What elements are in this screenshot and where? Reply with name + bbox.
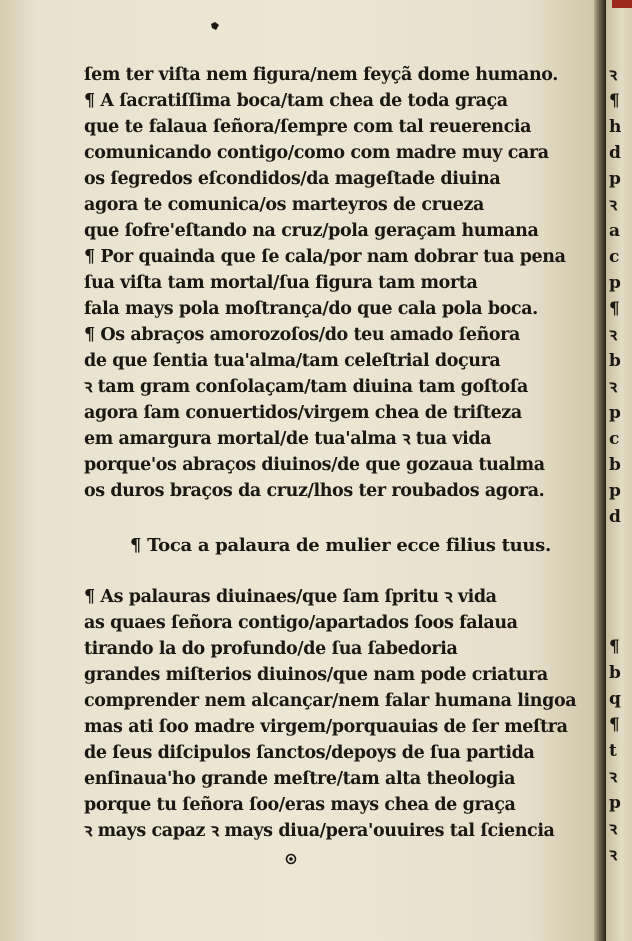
edge-fragment: a — [609, 221, 621, 241]
verse-line: agora ſam conuertidos/virgem chea de triſteza — [84, 403, 522, 423]
edge-fragment: ꝛ — [609, 767, 618, 787]
verse-line: agora te comunica/os marteyros de crueza — [84, 195, 484, 215]
verse-line: os duros braços da cruz/lhos ter roubados agora. — [84, 481, 545, 501]
verse-line: enſinaua'ho grande meſtre/tam alta theologia — [84, 769, 516, 789]
verse-line: ¶ A ſacratiſſima boca/tam chea de toda graça — [84, 91, 508, 111]
verse-line: ſem ter viſta nem figura/nem feyçã dome humano. — [84, 65, 558, 85]
verse-line: porque'os abraços diuinos/de que gozaua tualma — [84, 455, 545, 475]
edge-fragment: ꝛ — [609, 845, 618, 865]
edge-fragment: c — [609, 429, 620, 449]
verse-line: ¶ Por quainda que ſe cala/por nam dobrar tua pena — [84, 247, 566, 267]
verse-line: as quaes ſeñora contigo/apartados ſoos falaua — [84, 613, 518, 633]
edge-fragment: q — [609, 689, 621, 709]
edge-fragment: p — [609, 273, 621, 293]
verse-line: tirando la do profundo/de ſua ſabedoria — [84, 639, 458, 659]
edge-fragment: p — [609, 481, 621, 501]
verse-line: ꝛ tam gram conſolaçam/tam diuina tam goſtoſa — [84, 377, 528, 397]
verse-line: fala mays pola moſtrança/do que cala pola boca. — [84, 299, 538, 319]
edge-fragment: ꝛ — [609, 819, 618, 839]
edge-fragment — [609, 582, 632, 608]
edge-fragment: ¶ — [609, 715, 620, 735]
verse-block-1 — [84, 62, 596, 504]
edge-fragment: b — [609, 663, 621, 683]
verse-block-2 — [84, 584, 596, 844]
verse-line: que ſofre'eſtando na cruz/pola geraçam humana — [84, 221, 539, 241]
edge-fragment: p — [609, 169, 621, 189]
section-heading: ¶ Toca a palaura de mulier ecce filius tuus. — [130, 535, 551, 556]
edge-fragment: p — [609, 403, 621, 423]
book-gutter — [594, 0, 606, 941]
verse-line: de que ſentia tua'alma/tam celeſtrial doçura — [84, 351, 501, 371]
flower-ornament-icon — [285, 853, 297, 865]
edge-fragment: t — [609, 741, 617, 761]
edge-fragment: ꝛ — [609, 195, 618, 215]
edge-fragment: ¶ — [609, 299, 620, 319]
edge-fragment: b — [609, 351, 621, 371]
edge-fragment: d — [609, 143, 621, 163]
red-bookmark-edge — [612, 0, 632, 8]
edge-fragment: ꝛ — [609, 325, 618, 345]
verse-line: ſua viſta tam mortal/ſua figura tam morta — [84, 273, 478, 293]
edge-fragment: d — [609, 507, 621, 527]
verse-line: comunicando contigo/como com madre muy cara — [84, 143, 549, 163]
verse-line: os ſegredos eſcondidos/da mageſtade diuina — [84, 169, 501, 189]
edge-fragment: ꝛ — [609, 377, 618, 397]
edge-fragment: h — [609, 117, 622, 137]
verse-line: mas ati ſoo madre virgem/porquauias de ſer meſtra — [84, 717, 568, 737]
verse-line: de ſeus diſcipulos ſanctos/depoys de ſua partida — [84, 743, 535, 763]
edge-fragment — [609, 556, 632, 582]
edge-fragment — [609, 530, 632, 556]
fleuron-ornament-icon — [209, 20, 221, 32]
edge-fragment — [609, 608, 632, 634]
edge-fragment: ¶ — [609, 637, 620, 657]
edge-fragment: c — [609, 247, 620, 267]
edge-fragment: ¶ — [609, 91, 620, 111]
verse-line: ꝛ mays capaz ꝛ mays diua/pera'ouuires tal ſciencia — [84, 821, 555, 841]
verse-line: que te falaua ſeñora/ſempre com tal reuerencia — [84, 117, 532, 137]
verse-line: grandes miſterios diuinos/que nam pode criatura — [84, 665, 548, 685]
verse-line: comprender nem alcançar/nem falar humana lingoa — [84, 691, 577, 711]
right-page-text-fragments — [609, 62, 632, 868]
edge-fragment: b — [609, 455, 621, 475]
verse-line: ¶ As palauras diuinaes/que ſam ſpritu ꝛ vida — [84, 587, 497, 607]
edge-fragment: p — [609, 793, 621, 813]
verse-line: porque tu ſeñora ſoo/eras mays chea de graça — [84, 795, 516, 815]
verse-line: ¶ Os abraços amorozoſos/do teu amado ſeñora — [84, 325, 520, 345]
edge-fragment: ꝛ — [609, 65, 618, 85]
verse-line: em amargura mortal/de tua'alma ꝛ tua vida — [84, 429, 492, 449]
